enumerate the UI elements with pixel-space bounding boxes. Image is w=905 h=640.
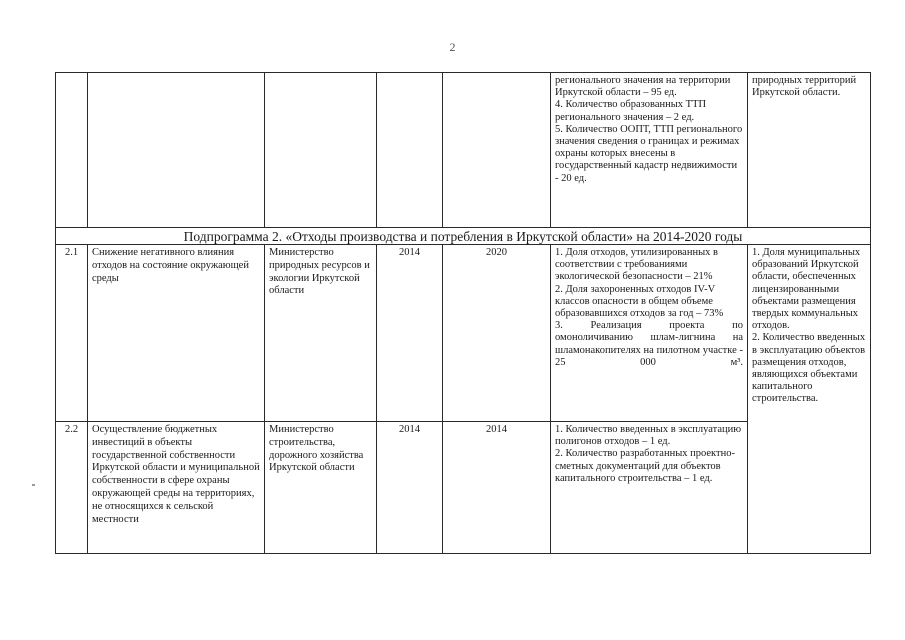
start-year: 2014: [377, 245, 443, 422]
results-cell: природных территорий Иркутской области.: [748, 73, 871, 228]
end-year: 2020: [443, 245, 551, 422]
indicator-text: 5. Количество ООПТ, ТТП регионального значения сведения о границах и режимах охраны которых внесены в государственный кадастр недвижимости - 20 ед.: [555, 123, 743, 184]
row-number: 2.2: [56, 422, 88, 554]
indicator-text: 1. Количество введенных в эксплуатацию полигонов отходов – 1 ед.: [555, 424, 742, 448]
margin-mark: [32, 484, 35, 486]
result-text: 1. Доля муниципальных образований Иркутской области, обеспеченных лицензированными объектами размещения твердых коммунальных отходов.: [752, 247, 861, 332]
indicators-cell: [551, 245, 748, 422]
indicator-text: 4. Количество образованных ТТП регионального значения – 2 ед.: [555, 99, 707, 123]
indicator-text: регионального значения на территории Иркутской области – 95 ед.: [555, 75, 731, 99]
indicator-text: 3. Реализация проекта по омоноличиванию шлам-лигнина на шламонакопителях на пилотном участке - 25 000 м³.: [555, 320, 743, 368]
page-number: 2: [449, 40, 456, 54]
cell-empty: [88, 73, 265, 228]
cell-empty: [443, 73, 551, 228]
results-cell: [748, 245, 871, 554]
executor-cell: Министерство природных ресурсов и экологии Иркутской области: [265, 245, 377, 422]
cell-empty: [377, 73, 443, 228]
indicators-cell: [551, 422, 748, 554]
subprogram-row: [56, 228, 871, 245]
cell-empty: [56, 73, 88, 228]
cell-empty: [265, 73, 377, 228]
table-row: [56, 245, 871, 422]
continuation-row: [56, 73, 871, 228]
row-number: 2.1: [56, 245, 88, 422]
event-cell: Снижение негативного влияния отходов на состояние окружающей среды: [88, 245, 265, 422]
indicators-cell: [551, 73, 748, 228]
result-text: 2. Количество введенных в эксплуатацию объектов размещения отходов, являющихся объектами капитального строительства.: [752, 332, 866, 405]
indicator-text: 1. Доля отходов, утилизированных в соответствии с требованиями экологической безопасности – 21%: [555, 247, 718, 283]
start-year: 2014: [377, 422, 443, 554]
indicator-text: 2. Доля захороненных отходов IV-V классов опасности в общем объеме образовавшихся отходов за год – 73%: [555, 283, 724, 320]
executor-cell: Министерство строительства, дорожного хозяйства Иркутской области: [265, 422, 377, 554]
indicator-text: 2. Количество разработанных проектно-сметных документаций для объектов капитального строительства – 1 ед.: [555, 448, 735, 484]
subprogram-title: Подпрограмма 2. «Отходы производства и потребления в Иркутской области» на 2014-2020 годы: [56, 228, 871, 245]
event-cell: Осуществление бюджетных инвестиций в объекты государственной собственности Иркутской области и муниципальной собственности в сфере охраны окружающей среды на территориях, не относящихся к сельской местности: [88, 422, 265, 554]
end-year: 2014: [443, 422, 551, 554]
program-table: [55, 72, 871, 554]
